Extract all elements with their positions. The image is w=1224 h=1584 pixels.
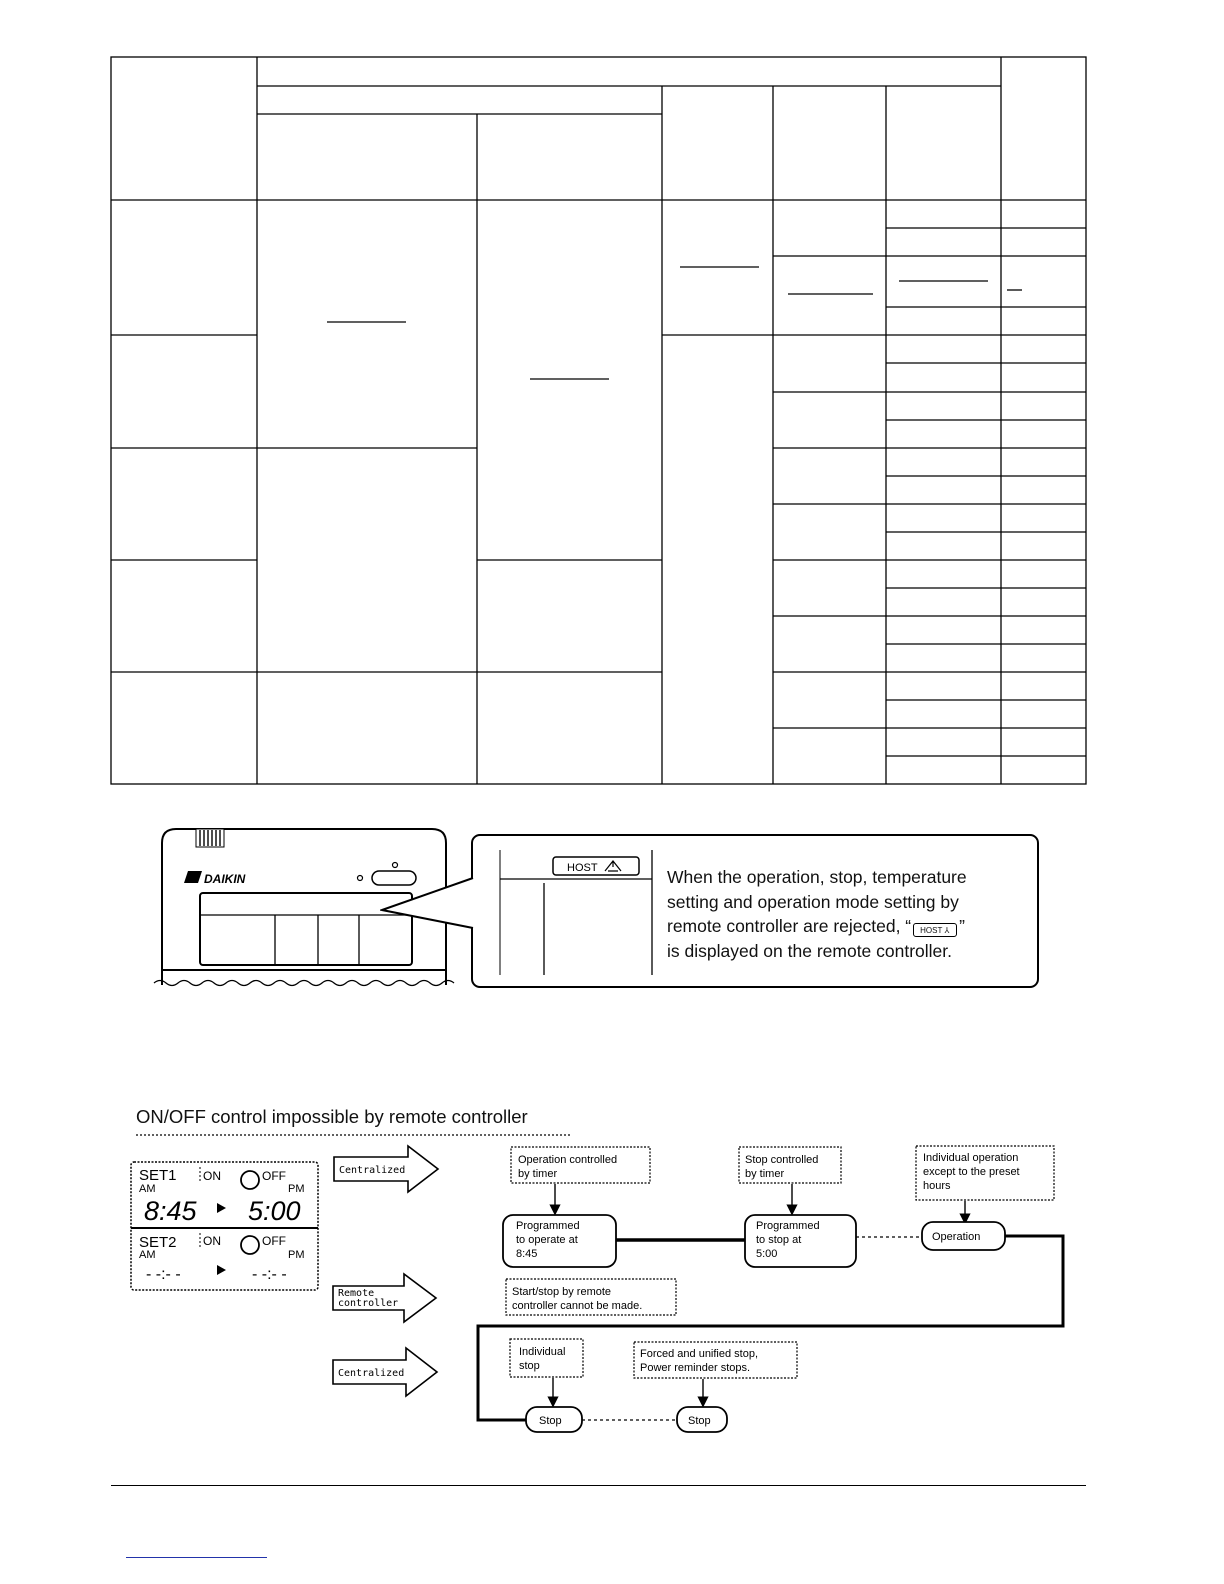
set1-off: OFF (262, 1169, 286, 1183)
set1-am: AM (139, 1183, 156, 1195)
note-stop-timer-l1: Stop controlled (745, 1154, 819, 1166)
svg-text:Remote: Remote (338, 1288, 375, 1299)
box-stop-1: Stop (539, 1415, 562, 1427)
set2-off: OFF (262, 1234, 286, 1248)
svg-text:HOST: HOST (567, 862, 598, 874)
callout-line-4: is displayed on the remote controller. (667, 940, 953, 961)
note-indiv-l2: except to the preset (923, 1166, 1020, 1178)
box-prog-op-l2: to operate at (516, 1234, 578, 1246)
box-stop-2: Stop (688, 1415, 711, 1427)
footer-rule (111, 1485, 1086, 1486)
note-forced-l2: Power reminder stops. (640, 1362, 751, 1374)
box-prog-stop-l2: to stop at (756, 1234, 802, 1246)
centralized-arrow-2 (333, 1348, 437, 1396)
svg-text:Centralized: Centralized (339, 1165, 406, 1176)
set2-on: ON (203, 1234, 221, 1248)
set2-label: SET2 (139, 1234, 177, 1251)
note-indiv-l3: hours (923, 1180, 951, 1192)
note-indiv-stop-l2: stop (519, 1360, 540, 1372)
callout-line-1: When the operation, stop, temperature (667, 867, 967, 887)
footer-link-underline[interactable] (126, 1557, 267, 1558)
speaker-grille-icon (196, 829, 224, 847)
host-indicator-icon (553, 857, 639, 875)
note-stop-timer-l2: by timer (745, 1168, 785, 1180)
remote-controller-arrow (333, 1274, 436, 1322)
set2-start-time: - -:- - (146, 1266, 181, 1283)
control-flow-diagram (0, 1130, 1224, 1450)
set2-pm: PM (288, 1249, 305, 1261)
set2-end-time: - -:- - (252, 1266, 287, 1283)
brand-logo-text: DAIKIN (204, 872, 246, 886)
box-prog-stop-l3: 5:00 (756, 1248, 778, 1260)
box-prog-op-l1: Programmed (516, 1220, 580, 1232)
set1-end-time: 5:00 (248, 1196, 301, 1226)
host-indicator-icon: HOST ⅄ (913, 923, 957, 937)
set1-pm: PM (288, 1183, 305, 1195)
note-op-timer-l2: by timer (518, 1168, 558, 1180)
flow-title: ON/OFF control impossible by remote controller (136, 1106, 528, 1127)
note-startstop-l1: Start/stop by remote (512, 1286, 612, 1298)
set1-start-time: 8:45 (144, 1196, 197, 1226)
svg-text:controller: controller (338, 1298, 399, 1309)
set2-am: AM (139, 1249, 156, 1261)
box-operation: Operation (932, 1231, 981, 1243)
centralized-arrow-1 (334, 1146, 438, 1192)
note-forced-l1: Forced and unified stop, (640, 1348, 759, 1360)
note-startstop-l2: controller cannot be made. (512, 1300, 643, 1312)
timer-display (131, 1162, 318, 1290)
callout-line-3: remote controller are rejected, “ HOST ⅄ ” (667, 916, 965, 936)
svg-text:Centralized: Centralized (338, 1368, 405, 1379)
callout-text (667, 865, 1037, 963)
set1-label: SET1 (139, 1167, 177, 1184)
set1-on: ON (203, 1169, 221, 1183)
note-indiv-l1: Individual operation (923, 1152, 1019, 1164)
note-op-timer-l1: Operation controlled (518, 1154, 618, 1166)
callout-line-2: setting and operation mode setting by (667, 891, 959, 912)
note-indiv-stop-l1: Individual (519, 1346, 566, 1358)
box-prog-op-l3: 8:45 (516, 1248, 538, 1260)
box-prog-stop-l1: Programmed (756, 1220, 820, 1232)
